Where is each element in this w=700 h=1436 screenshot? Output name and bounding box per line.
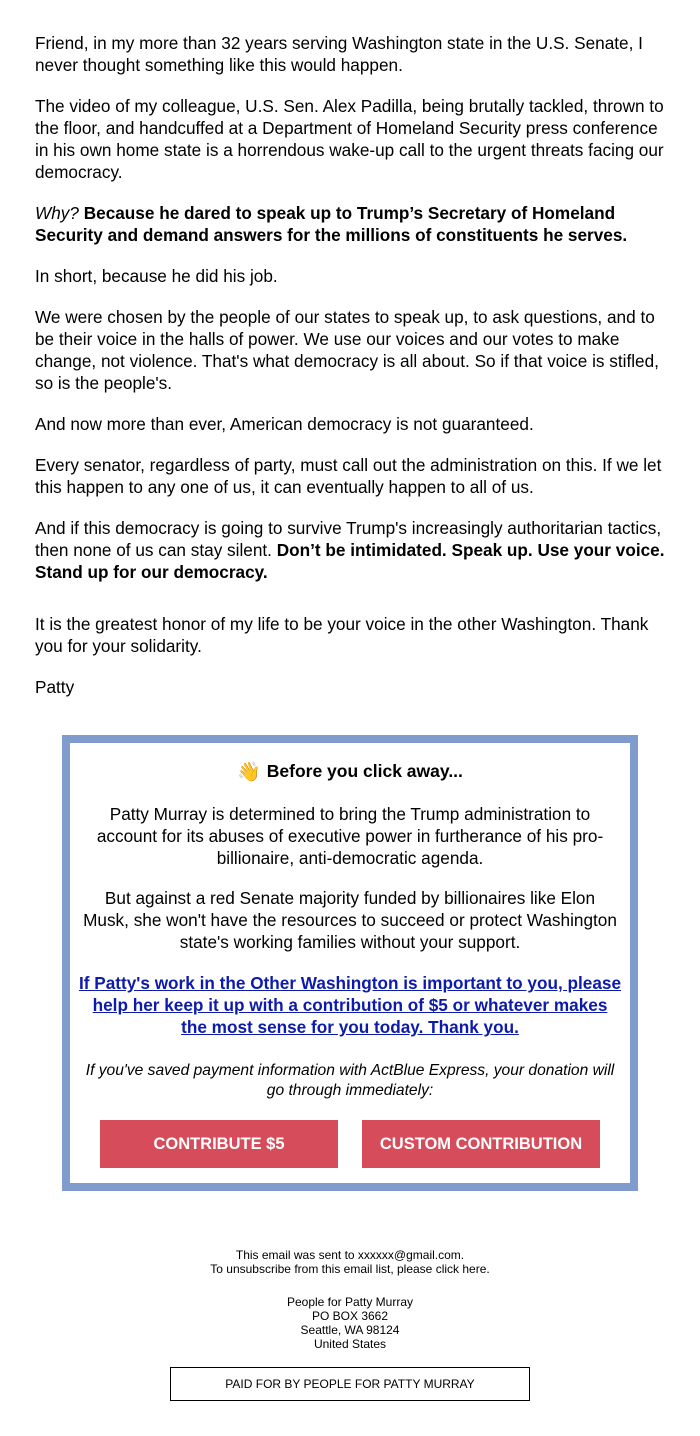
paragraph-did-his-job: In short, because he did his job. bbox=[35, 266, 278, 286]
paragraph-democracy-not-guaranteed: And now more than ever, American democracy is not guaranteed. bbox=[35, 414, 534, 434]
paragraph-chosen-by-people: We were chosen by the people of our states to speak up, to ask questions, and to be their voice in the halls of power. We use our voices and our votes to make change, not violence. That's what democracy is all about. So if that voice is stifled, so is the people's. bbox=[35, 307, 659, 393]
paragraph-every-senator: Every senator, regardless of party, must call out the administration on this. If we let this happen to any one of us, it can eventually happen to all of us. bbox=[35, 455, 662, 497]
city-state-zip: Seattle, WA 98124 bbox=[300, 1323, 400, 1337]
call-to-action-text: Don’t be intimidated. Speak up. Use your voice. Stand up for our democracy. bbox=[35, 540, 665, 582]
actblue-express-note: If you've saved payment information with ActBlue Express, your donation will go through immediately: bbox=[85, 1062, 615, 1099]
paid-for-disclaimer: PAID FOR BY PEOPLE FOR PATTY MURRAY bbox=[170, 1367, 530, 1401]
stay-silent-text: And if this democracy is going to survive Trump's increasingly authoritarian tactics, then none of us can stay silent. bbox=[35, 518, 662, 560]
contribution-link[interactable]: If Patty's work in the Other Washington is important to you, please help her keep it up with a contribution of $5 or whatever makes the most sense for you today. Thank you. bbox=[78, 973, 622, 1037]
paragraph-stay-silent bbox=[35, 517, 671, 583]
unsubscribe-link[interactable]: To unsubscribe from this email list, please click here. bbox=[210, 1262, 490, 1276]
email-footer bbox=[0, 1248, 700, 1351]
country: United States bbox=[313, 1337, 387, 1351]
donation-box-title bbox=[70, 759, 630, 785]
donation-paragraph-senate-majority: But against a red Senate majority funded by billionaires like Elon Musk, she won't have the resources to succeed or protect Washington state's working families without your support. bbox=[83, 888, 617, 952]
why-answer-text: Because he dared to speak up to Trump’s Secretary of Homeland Security and demand answers for the millions of constituents he serves. bbox=[35, 203, 628, 245]
donation-paragraph-accountability: Patty Murray is determined to bring the Trump administration to account for its abuses of executive power in furtherance of his pro-billionaire, anti-democratic agenda. bbox=[96, 804, 604, 868]
why-text: Why? bbox=[35, 203, 79, 223]
mailing-address bbox=[0, 1295, 700, 1351]
org-name: People for Patty Murray bbox=[286, 1295, 414, 1309]
contribute-5-button[interactable]: CONTRIBUTE $5 bbox=[100, 1120, 338, 1168]
sent-to-text: This email was sent to xxxxxx@gmail.com. bbox=[235, 1248, 465, 1262]
paragraph-intro: Friend, in my more than 32 years serving Washington state in the U.S. Senate, I never thought something like this would happen. bbox=[35, 33, 643, 75]
paragraph-padilla-video: The video of my colleague, U.S. Sen. Alex Padilla, being brutally tackled, thrown to the floor, and handcuffed at a Department of Homeland Security press conference in his own home state is a horrendous wake-up call to the urgent threats facing our democracy. bbox=[35, 96, 664, 182]
email-body bbox=[35, 32, 671, 717]
paragraph-greatest-honor: It is the greatest honor of my life to be your voice in the other Washington. Thank you for your solidarity. bbox=[35, 614, 649, 656]
donation-box bbox=[62, 735, 638, 1191]
donation-box-title-text: Before you click away... bbox=[266, 761, 463, 781]
contribution-buttons bbox=[100, 1120, 600, 1168]
paragraph-why bbox=[35, 202, 671, 246]
signature: Patty bbox=[35, 677, 75, 697]
custom-contribution-button[interactable]: CUSTOM CONTRIBUTION bbox=[362, 1120, 600, 1168]
po-box: PO BOX 3662 bbox=[311, 1309, 389, 1323]
waving-hand-icon: 👋 bbox=[237, 762, 261, 783]
